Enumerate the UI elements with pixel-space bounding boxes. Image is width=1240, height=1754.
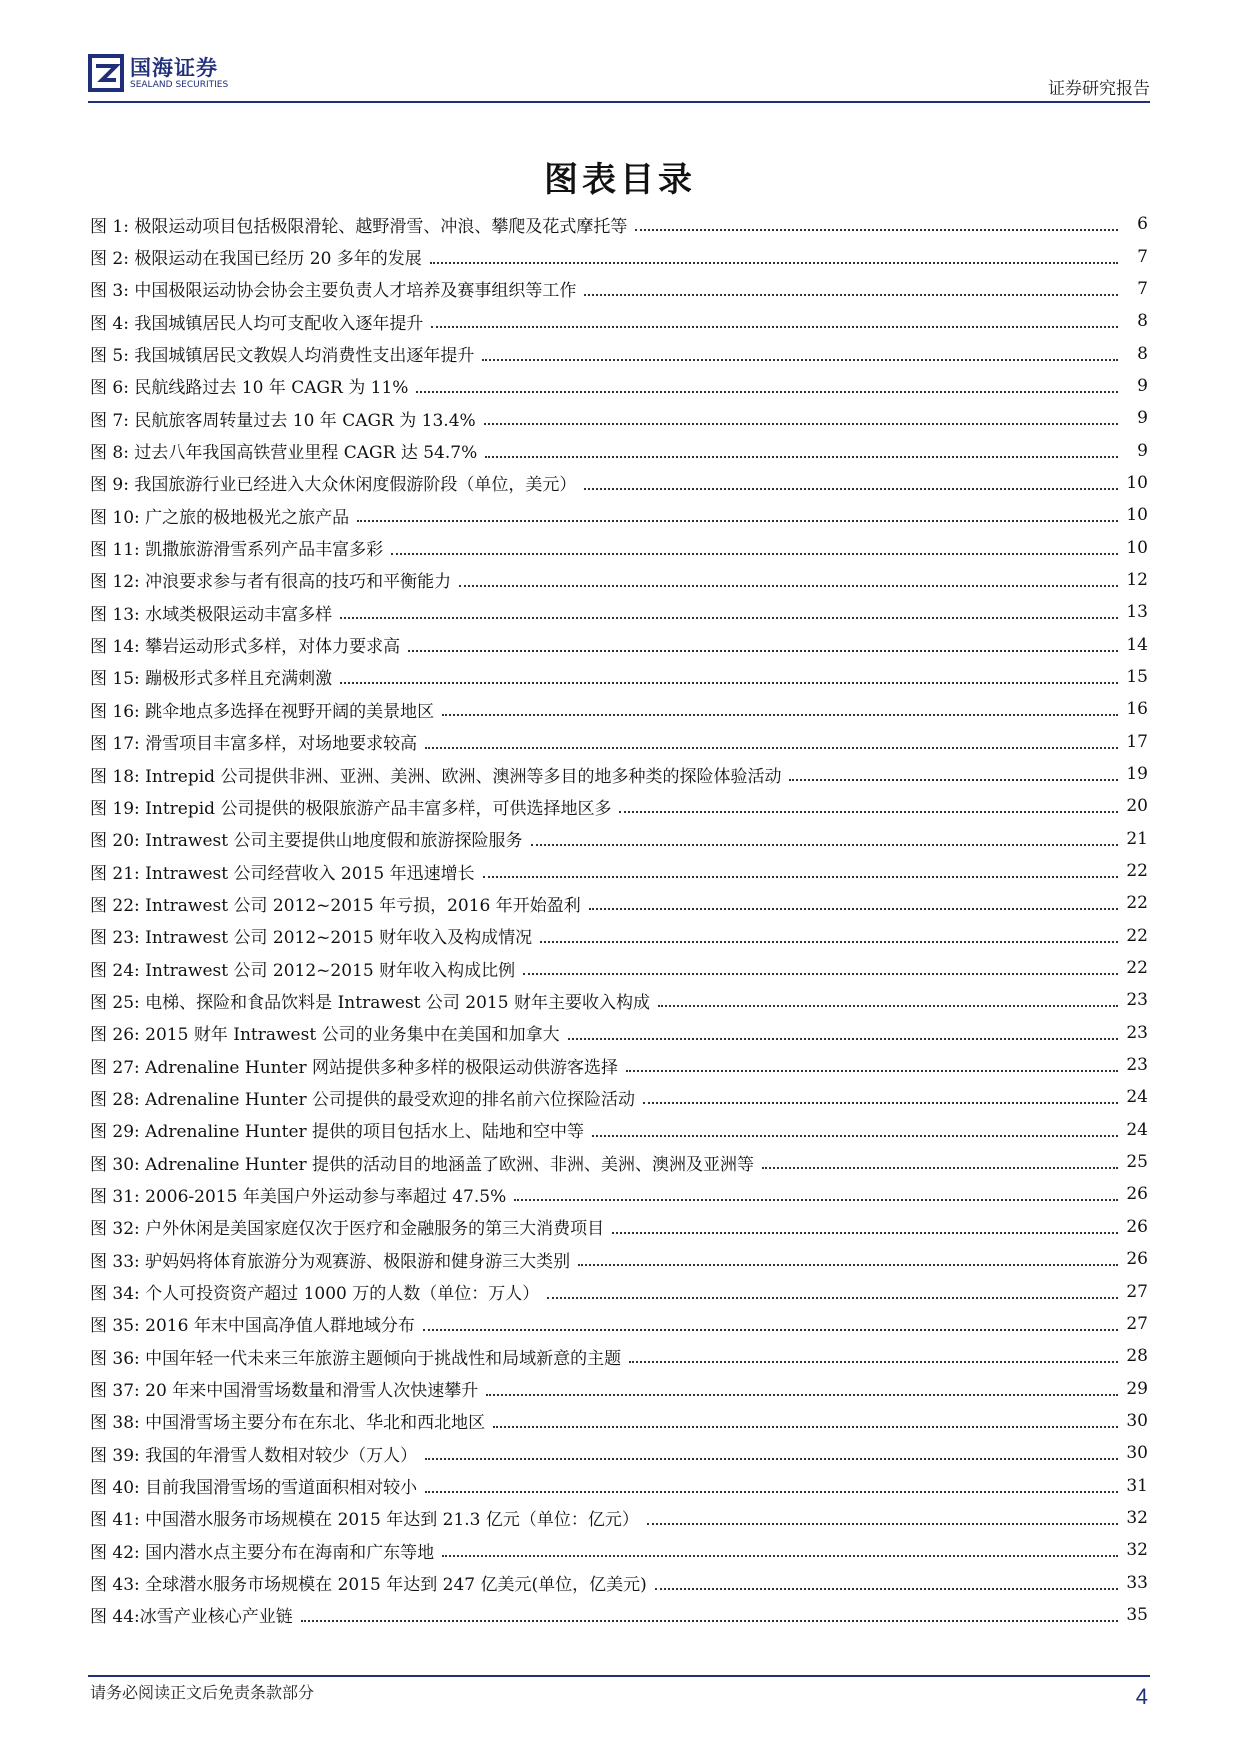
toc-entry-label: 图 44:冰雪产业核心产业链 [90, 1607, 293, 1628]
toc-entry[interactable] [90, 402, 1148, 434]
toc-entry-page: 28 [1126, 1346, 1148, 1367]
toc-leader-dots [301, 1620, 1118, 1622]
toc-leader-dots [425, 1491, 1118, 1493]
toc-entry[interactable] [90, 1340, 1148, 1372]
toc-leader-dots [592, 1135, 1118, 1137]
toc-entry[interactable] [90, 1017, 1148, 1049]
toc-leader-dots [442, 714, 1118, 716]
toc-leader-dots [357, 520, 1118, 522]
toc-entry-label: 图 42: 国内潜水点主要分布在海南和广东等地 [90, 1542, 435, 1563]
toc-entry-page: 32 [1126, 1507, 1148, 1528]
toc-entry[interactable] [90, 1114, 1148, 1146]
toc-leader-dots [626, 1070, 1118, 1072]
toc-entry-page: 7 [1137, 246, 1148, 267]
toc-entry-page: 6 [1137, 214, 1148, 235]
toc-entry-page: 9 [1137, 375, 1148, 396]
toc-entry[interactable] [90, 1502, 1148, 1534]
toc-entry-page: 23 [1126, 1055, 1148, 1076]
logo-chinese-name: 国海证券 [130, 55, 218, 80]
toc-entry-page: 27 [1126, 1281, 1148, 1302]
toc-entry-page: 16 [1126, 699, 1148, 720]
toc-leader-dots [789, 779, 1118, 781]
toc-entry-label: 图 2: 极限运动在我国已经历 20 多年的发展 [90, 249, 422, 270]
toc-entry-label: 图 29: Adrenaline Hunter 提供的项目包括水上、陆地和空中等 [90, 1122, 585, 1143]
toc-entry-label: 图 22: Intrawest 公司 2012~2015 年亏损，2016 年开始盈利 [90, 895, 581, 916]
toc-entry-label: 图 8: 过去八年我国高铁营业里程 CAGR 达 54.7% [90, 443, 478, 464]
toc-leader-dots [619, 811, 1118, 813]
toc-leader-dots [547, 1297, 1118, 1299]
toc-entry[interactable] [90, 434, 1148, 466]
toc-leader-dots [584, 488, 1118, 490]
toc-entry-label: 图 23: Intrawest 公司 2012~2015 财年收入及构成情况 [90, 928, 533, 949]
company-logo [88, 50, 228, 96]
toc-entry-label: 图 18: Intrepid 公司提供非洲、亚洲、美洲、欧洲、澳洲等多目的地多种类的探险体验活动 [90, 766, 782, 787]
toc-leader-dots [431, 326, 1118, 328]
toc-entry[interactable] [90, 1405, 1148, 1437]
toc-leader-dots [485, 456, 1118, 458]
toc-leader-dots [514, 1199, 1118, 1201]
toc-entry-label: 图 9: 我国旅游行业已经进入大众休闲度假游阶段（单位，美元） [90, 475, 577, 496]
toc-entry-label: 图 27: Adrenaline Hunter 网站提供多种多样的极限运动供游客选择 [90, 1057, 619, 1078]
toc-entry[interactable] [90, 1275, 1148, 1307]
toc-entry[interactable] [90, 240, 1148, 272]
toc-leader-dots [408, 650, 1118, 652]
toc-entry-label: 图 39: 我国的年滑雪人数相对较少（万人） [90, 1445, 418, 1466]
toc-entry-label: 图 43: 全球潜水服务市场规模在 2015 年达到 247 亿美元(单位，亿美元) [90, 1575, 647, 1596]
toc-entry-label: 图 1: 极限运动项目包括极限滑轮、越野滑雪、冲浪、攀爬及花式摩托等 [90, 216, 628, 237]
toc-entry[interactable] [90, 531, 1148, 563]
toc-entry[interactable] [90, 467, 1148, 499]
toc-entry-page: 31 [1126, 1475, 1148, 1496]
toc-entry-page: 26 [1126, 1249, 1148, 1270]
toc-entry-page: 14 [1126, 634, 1148, 655]
toc-leader-dots [568, 1038, 1118, 1040]
toc-entry-page: 29 [1126, 1378, 1148, 1399]
toc-entry[interactable] [90, 337, 1148, 369]
toc-entry[interactable] [90, 855, 1148, 887]
toc-entry[interactable] [90, 1243, 1148, 1275]
toc-entry-label: 图 20: Intrawest 公司主要提供山地度假和旅游探险服务 [90, 831, 523, 852]
toc-leader-dots [540, 941, 1118, 943]
toc-entry[interactable] [90, 887, 1148, 919]
toc-entry[interactable] [90, 1437, 1148, 1469]
toc-leader-dots [482, 359, 1118, 361]
header-divider [88, 101, 1150, 103]
toc-leader-dots [425, 1458, 1118, 1460]
toc-entry-label: 图 7: 民航旅客周转量过去 10 年 CAGR 为 13.4% [90, 410, 476, 431]
toc-entry-label: 图 26: 2015 财年 Intrawest 公司的业务集中在美国和加拿大 [90, 1025, 560, 1046]
toc-entry[interactable] [90, 1211, 1148, 1243]
toc-leader-dots [584, 294, 1118, 296]
toc-leader-dots [416, 391, 1118, 393]
toc-entry-page: 35 [1126, 1604, 1148, 1625]
toc-entry-page: 30 [1126, 1443, 1148, 1464]
toc-entry-label: 图 36: 中国年轻一代未来三年旅游主题倾向于挑战性和局域新意的主题 [90, 1348, 622, 1369]
toc-entry[interactable] [90, 305, 1148, 337]
toc-entry[interactable] [90, 952, 1148, 984]
toc-entry[interactable] [90, 1534, 1148, 1566]
toc-entry-page: 9 [1137, 440, 1148, 461]
toc-entry[interactable] [90, 790, 1148, 822]
toc-entry[interactable] [90, 661, 1148, 693]
toc-entry-label: 图 11: 凯撒旅游滑雪系列产品丰富多彩 [90, 540, 384, 561]
toc-entry-page: 10 [1126, 537, 1148, 558]
toc-entry-label: 图 28: Adrenaline Hunter 公司提供的最受欢迎的排名前六位探险活动 [90, 1089, 636, 1110]
toc-entry-page: 22 [1126, 893, 1148, 914]
toc-entry-label: 图 16: 跳伞地点多选择在视野开阔的美景地区 [90, 701, 435, 722]
toc-leader-dots [483, 876, 1118, 878]
toc-entry[interactable] [90, 1178, 1148, 1210]
toc-entry-label: 图 15: 蹦极形式多样且充满刺激 [90, 669, 333, 690]
toc-entry-page: 26 [1126, 1216, 1148, 1237]
toc-entry[interactable] [90, 1081, 1148, 1113]
toc-entry-page: 33 [1126, 1572, 1148, 1593]
toc-entry-label: 图 32: 户外休闲是美国家庭仅次于医疗和金融服务的第三大消费项目 [90, 1219, 605, 1240]
toc-entry[interactable] [90, 726, 1148, 758]
toc-entry-label: 图 40: 目前我国滑雪场的雪道面积相对较小 [90, 1478, 418, 1499]
toc-entry[interactable] [90, 370, 1148, 402]
toc-entry[interactable] [90, 596, 1148, 628]
toc-entry-page: 10 [1126, 505, 1148, 526]
toc-entry-page: 19 [1126, 764, 1148, 785]
toc-entry-page: 8 [1137, 343, 1148, 364]
toc-entry-page: 22 [1126, 958, 1148, 979]
toc-entry-page: 13 [1126, 602, 1148, 623]
toc-leader-dots [655, 1588, 1118, 1590]
toc-entry-page: 10 [1126, 472, 1148, 493]
report-type-label: 证券研究报告 [1048, 79, 1150, 99]
toc-entry-page: 21 [1126, 828, 1148, 849]
toc-entry-page: 23 [1126, 1022, 1148, 1043]
toc-leader-dots [425, 747, 1118, 749]
toc-title: 图表目录 [544, 160, 696, 200]
toc-leader-dots [643, 1102, 1118, 1104]
toc-entry-label: 图 4: 我国城镇居民人均可支配收入逐年提升 [90, 313, 424, 334]
toc-entry-page: 8 [1137, 311, 1148, 332]
toc-entry-label: 图 17: 滑雪项目丰富多样，对场地要求较高 [90, 734, 418, 755]
footer-disclaimer: 请务必阅读正文后免责条款部分 [90, 1683, 315, 1702]
toc-entry-label: 图 34: 个人可投资资产超过 1000 万的人数（单位：万人） [90, 1284, 540, 1305]
toc-entry-page: 20 [1126, 796, 1148, 817]
toc-entry-label: 图 12: 冲浪要求参与者有很高的技巧和平衡能力 [90, 572, 452, 593]
footer-divider [88, 1675, 1150, 1677]
toc-leader-dots [612, 1232, 1118, 1234]
toc-entry-page: 23 [1126, 990, 1148, 1011]
toc-entry-label: 图 41: 中国潜水服务市场规模在 2015 年达到 21.3 亿元（单位：亿元） [90, 1510, 639, 1531]
toc-entry-label: 图 19: Intrepid 公司提供的极限旅游产品丰富多样，可供选择地区多 [90, 798, 612, 819]
toc-entry-page: 24 [1126, 1087, 1148, 1108]
toc-entry-page: 9 [1137, 408, 1148, 429]
toc-leader-dots [523, 973, 1118, 975]
toc-entry[interactable] [90, 1469, 1148, 1501]
toc-entry-page: 26 [1126, 1184, 1148, 1205]
toc-leader-dots [629, 1361, 1118, 1363]
toc-leader-dots [762, 1167, 1118, 1169]
toc-entry[interactable] [90, 499, 1148, 531]
toc-entry[interactable] [90, 564, 1148, 596]
toc-leader-dots [459, 585, 1118, 587]
toc-entry-page: 22 [1126, 861, 1148, 882]
toc-entry-label: 图 13: 水域类极限运动丰富多样 [90, 604, 333, 625]
toc-entry-label: 图 14: 攀岩运动形式多样，对体力要求高 [90, 637, 401, 658]
page-header [88, 50, 1150, 100]
toc-entry-page: 27 [1126, 1313, 1148, 1334]
toc-leader-dots [531, 844, 1119, 846]
toc-entry[interactable] [90, 1049, 1148, 1081]
toc-entry-label: 图 38: 中国滑雪场主要分布在东北、华北和西北地区 [90, 1413, 486, 1434]
toc-leader-dots [647, 1523, 1118, 1525]
sealand-logo-icon [88, 54, 124, 92]
toc-entry-page: 7 [1137, 278, 1148, 299]
toc-leader-dots [442, 1555, 1118, 1557]
toc-entry-label: 图 10: 广之旅的极地极光之旅产品 [90, 507, 350, 528]
toc-leader-dots [658, 1005, 1118, 1007]
toc-entry[interactable] [90, 208, 1148, 240]
toc-leader-dots [493, 1426, 1118, 1428]
toc-entry-label: 图 21: Intrawest 公司经营收入 2015 年迅速增长 [90, 863, 475, 884]
page-number: 4 [1135, 1684, 1148, 1709]
toc-entry-page: 30 [1126, 1410, 1148, 1431]
toc-entry-page: 17 [1126, 731, 1148, 752]
toc-entry-page: 22 [1126, 925, 1148, 946]
toc-entry-label: 图 35: 2016 年末中国高净值人群地域分布 [90, 1316, 415, 1337]
toc-entry[interactable] [90, 1566, 1148, 1598]
toc-entry-label: 图 5: 我国城镇居民文教娱人均消费性支出逐年提升 [90, 346, 475, 367]
toc-leader-dots [423, 1329, 1118, 1331]
toc-entry[interactable] [90, 984, 1148, 1016]
toc-entry-page: 12 [1126, 569, 1148, 590]
toc-entry[interactable] [90, 758, 1148, 790]
toc-leader-dots [589, 908, 1118, 910]
toc-entry-label: 图 3: 中国极限运动协会协会主要负责人才培养及赛事组织等工作 [90, 281, 577, 302]
toc-leader-dots [635, 229, 1118, 231]
toc-entry-page: 24 [1126, 1119, 1148, 1140]
toc-entry-label: 图 31: 2006-2015 年美国户外运动参与率超过 47.5% [90, 1186, 507, 1207]
toc-entry-label: 图 30: Adrenaline Hunter 提供的活动目的地涵盖了欧洲、非洲、美洲、澳洲及亚洲等 [90, 1154, 755, 1175]
toc-entry[interactable] [90, 1599, 1148, 1631]
toc-entry[interactable] [90, 823, 1148, 855]
toc-leader-dots [340, 617, 1118, 619]
toc-entry[interactable] [90, 273, 1148, 305]
toc-entry[interactable] [90, 693, 1148, 725]
toc-entry-label: 图 24: Intrawest 公司 2012~2015 财年收入构成比例 [90, 960, 516, 981]
toc-entry[interactable] [90, 1146, 1148, 1178]
toc-entry[interactable] [90, 1372, 1148, 1404]
toc-leader-dots [391, 553, 1118, 555]
toc-entry[interactable] [90, 1308, 1148, 1340]
toc-entry-label: 图 37: 20 年来中国滑雪场数量和滑雪人次快速攀升 [90, 1381, 479, 1402]
toc-entry-page: 25 [1126, 1152, 1148, 1173]
toc-leader-dots [486, 1394, 1118, 1396]
toc-entry-label: 图 33: 驴妈妈将体育旅游分为观赛游、极限游和健身游三大类别 [90, 1251, 571, 1272]
toc-entry[interactable] [90, 920, 1148, 952]
toc-entry-label: 图 6: 民航线路过去 10 年 CAGR 为 11% [90, 378, 409, 399]
toc-leader-dots [484, 423, 1118, 425]
toc-entry-label: 图 25: 电梯、探险和食品饮料是 Intrawest 公司 2015 财年主要收入构成 [90, 992, 650, 1013]
toc-leader-dots [430, 262, 1118, 264]
logo-english-name: SEALAND SECURITIES [130, 79, 229, 90]
toc-leader-dots [340, 682, 1118, 684]
table-of-figures [90, 208, 1148, 1631]
toc-leader-dots [578, 1264, 1118, 1266]
toc-entry-page: 32 [1126, 1540, 1148, 1561]
toc-entry-page: 15 [1126, 666, 1148, 687]
toc-entry[interactable] [90, 628, 1148, 660]
